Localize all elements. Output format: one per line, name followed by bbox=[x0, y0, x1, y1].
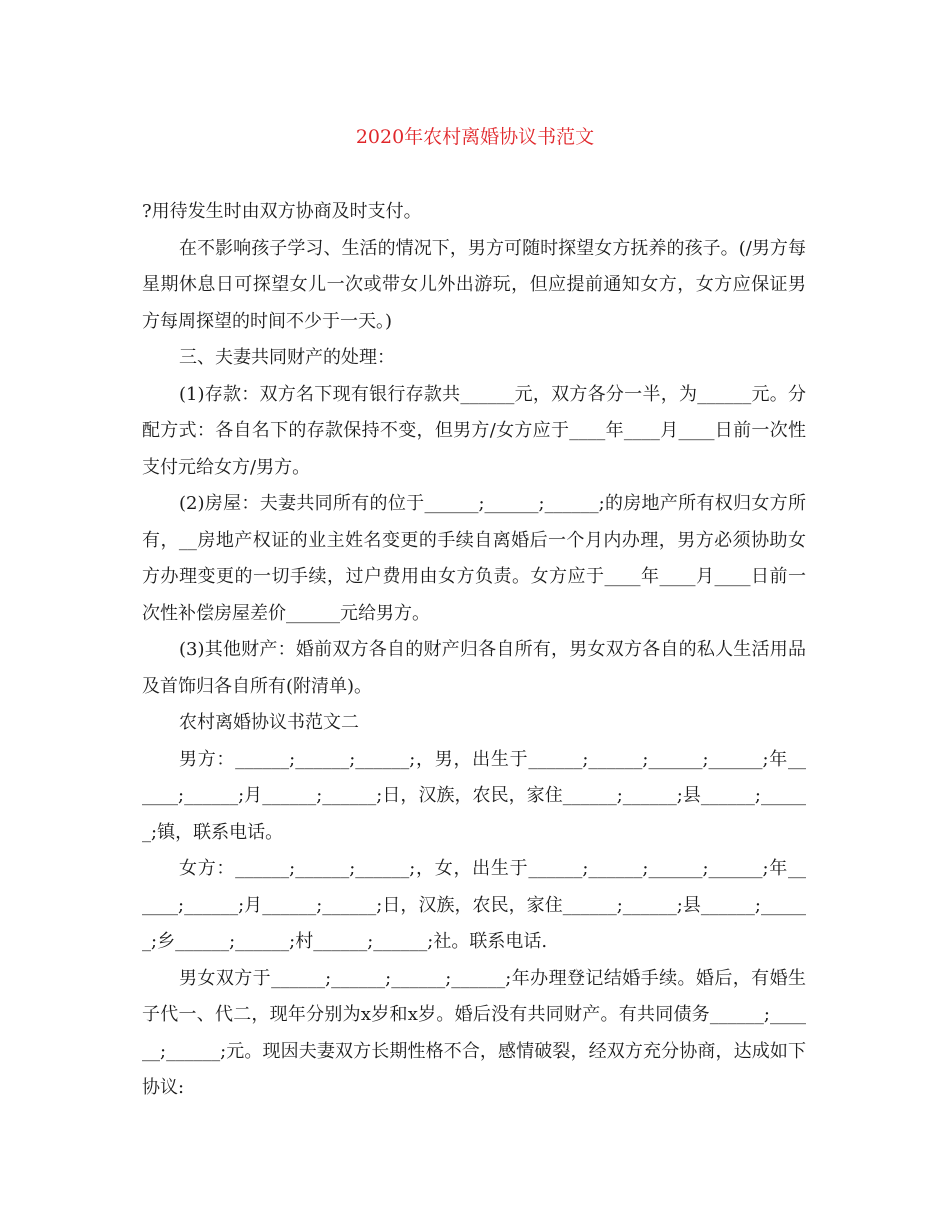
paragraph-visitation: 在不影响孩子学习、生活的情况下，男方可随时探望女方抚养的孩子。(/男方每星期休息日可探望女儿一次或带女儿外出游玩，但应提前通知女方，女方应保证男方每周探望的时间不少于一天。) bbox=[142, 237, 806, 332]
document-body bbox=[142, 194, 806, 1107]
paragraph-wife-info: 女方：______;______;______;，女，出生于______;______;______;______;年______;______;月______;______;日，汉族，农民，家住______;______;县______;______;乡______;______;村______;______;社。联系电话. bbox=[142, 858, 806, 952]
document-title: 2020年农村离婚协议书范文 bbox=[355, 126, 595, 148]
paragraph-marriage-details: 男女双方于______;______;______;______;年办理登记结婚手续。婚后，有婚生子代一、代二，现年分别为x岁和x岁。婚后没有共同财产。有共同债务______;______;______;元。现因夫妻双方长期性格不合，感情破裂，经双方充分协商，达成如下协议: bbox=[142, 967, 806, 1098]
paragraph-other-property: (3)其他财产：婚前双方各自的财产归各自所有，男女双方各自的私人生活用品及首饰归各自所有(附清单)。 bbox=[142, 639, 806, 697]
paragraph-husband-info: 男方：______;______;______;，男，出生于______;______;______;______;年______;______;月______;______;日，汉族，农民，家住______;______;县______;______;镇，联系电话。 bbox=[142, 748, 806, 843]
paragraph-deposits: (1)存款：双方名下现有银行存款共______元，双方各分一半，为______元。分配方式：各自名下的存款保持不变，但男方/女方应于____年____月____日前一次性支付元给女方/男方。 bbox=[142, 383, 806, 478]
paragraph-housing: (2)房屋：夫妻共同所有的位于______;______;______;的房地产所有权归女方所有，__房地产权证的业主姓名变更的手续自离婚后一个月内办理，男方必须协助女方办理变更的一切手续，过户费用由女方负责。女方应于____年____月____日前一次性补偿房屋差价______元给男方。 bbox=[142, 493, 806, 624]
paragraph-fee-payment: ?用待发生时由双方协商及时支付。 bbox=[142, 201, 422, 222]
section-heading-sample-two: 农村离婚协议书范文二 bbox=[179, 712, 359, 733]
section-heading-joint-property: 三、夫妻共同财产的处理： bbox=[179, 347, 395, 368]
